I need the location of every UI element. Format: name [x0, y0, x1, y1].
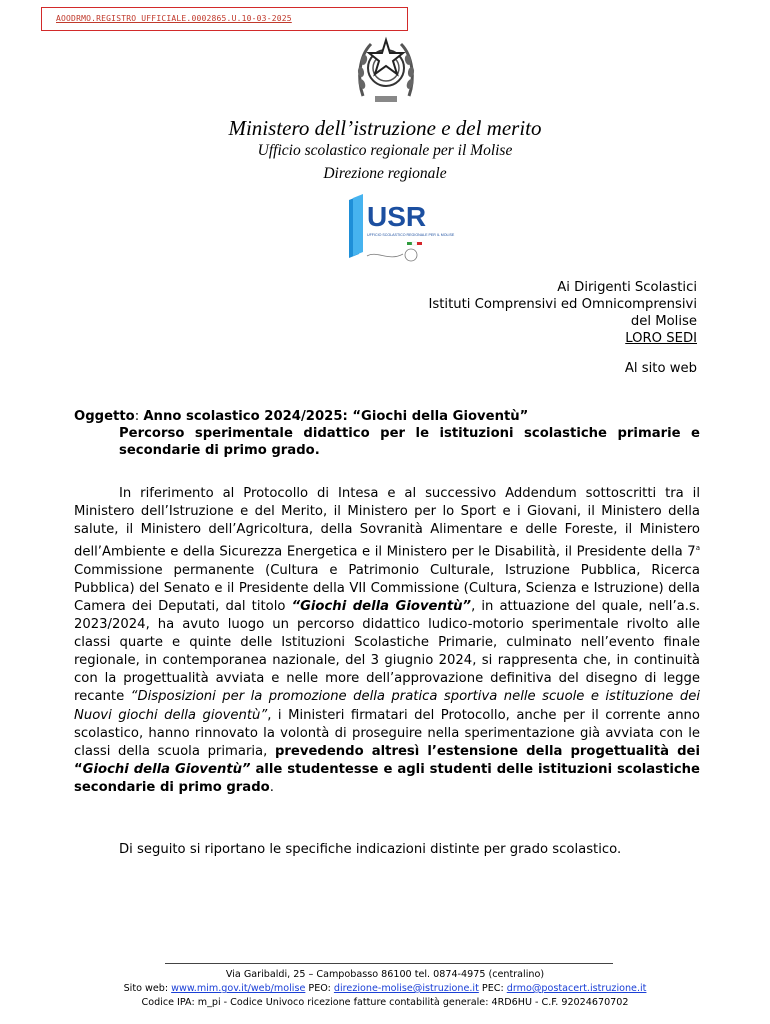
recipient-line: LORO SEDI	[625, 331, 697, 346]
ministry-title: Ministero dell’istruzione e del merito	[228, 116, 542, 140]
recipient-line: Istituti Comprensivi ed Omnicomprensivi	[428, 297, 697, 312]
recipient-line: del Molise	[630, 314, 697, 329]
recipient-site: Al sito web	[624, 361, 697, 376]
footer-divider	[165, 963, 613, 964]
footer-codes: Codice IPA: m_pi - Codice Univoco ricezione fatture contabilità generale: 4RD6HU - C.F. 92024670702	[141, 997, 629, 1008]
pec-email-link[interactable]: drmo@postacert.istruzione.it	[506, 983, 647, 994]
usr-logo-subtext: UFFICIO SCOLASTICO REGIONALE PER IL MOLISE	[367, 233, 455, 237]
office-name: Ufficio scolastico regionale per il Molise	[257, 142, 513, 159]
footer-address: Via Garibaldi, 25 – Campobasso 86100 tel. 0874-4975 (centralino)	[225, 969, 545, 980]
usr-logo-text: USR	[367, 201, 427, 232]
italian-republic-emblem-icon	[355, 34, 417, 106]
direction-name: Direzione regionale	[323, 165, 447, 182]
recipient-line: Ai Dirigenti Scolastici	[557, 280, 697, 295]
body-paragraph: In riferimento al Protocollo di Intesa e al successivo Addendum sottoscritti tra il Ministero dell’Istruzione e del Merito, il Ministero per lo Sport e i Giovani, il Ministero della salute, il Ministero dell’Agricoltura, della Sovranità Alimentare e delle Foreste, il Ministero dell’Ambiente e della Sicurezza Energetica e il Ministero per le Disabilità, il Presidente della 7$^a$ Commissione permanente (Cultura e Patrimonio Culturale, Istruzione Pubblica, Ricerca Pubblica) del Senato e il Presidente della VII Commissione (Cultura, Scienza e Istruzione) della Camera dei Deputati, dal titolo “Giochi della Gioventù”, in attuazione del quale, nell’a.s. 2023/2024, ha avuto luogo un percorso didattico ludico-motorio sperimentale rivolto alle classi quarte e quinte delle Istituzioni Scolastiche Primarie, culminato nell’evento finale regionale, in contemporanea nazionale, del 3 giugnio 2024, si rappresenta che, in continuità con la progettualità avviata e nelle more dell’approvazione definitiva del disegno di legge recante “Disposizioni per la promozione della pratica sportiva nelle scuole e istituzione dei Nuovi giochi della gioventù”, i Ministeri firmatari del Protocollo, anche per il corrente anno scolastico, hanno rinnovato la volontà di proseguire nella sperimentazione già avviata con le classi della scuola primaria, prevedendo altresì l’estensione della progettualità dei “Giochi della Gioventù” alle studentesse e agli studenti delle istituzioni scolastiche secondarie di primo grado.	[74, 486, 701, 795]
closing-sentence: Di seguito si riportano le specifiche indicazioni distinte per grado scolastico.	[119, 842, 622, 857]
footer-contacts: Sito web: www.mim.gov.it/web/molise PEO: direzione-molise@istruzione.it PEC: drmo@postacert.istruzione.it	[123, 983, 647, 994]
protocol-stamp: AOODRMO.REGISTRO UFFICIALE.0002865.U.10-03-2025	[41, 7, 408, 31]
usr-logo-icon	[345, 192, 455, 268]
subject-subtitle: Percorso sperimentale didattico per le istituzioni scolastiche primarie e secondarie di primo grado.	[119, 426, 700, 458]
website-link[interactable]: www.mim.gov.it/web/molise	[171, 983, 306, 994]
subject-block: Oggetto: Anno scolastico 2024/2025: “Giochi della Gioventù” Percorso sperimentale didattico per le istituzioni scolastiche primarie e secondarie di primo grado.	[74, 409, 700, 458]
subject-title: Anno scolastico 2024/2025: “Giochi della Gioventù”	[143, 409, 529, 424]
subject-label: Oggetto	[74, 409, 135, 424]
peo-email-link[interactable]: direzione-molise@istruzione.it	[333, 983, 479, 994]
recipients-block	[428, 279, 697, 347]
